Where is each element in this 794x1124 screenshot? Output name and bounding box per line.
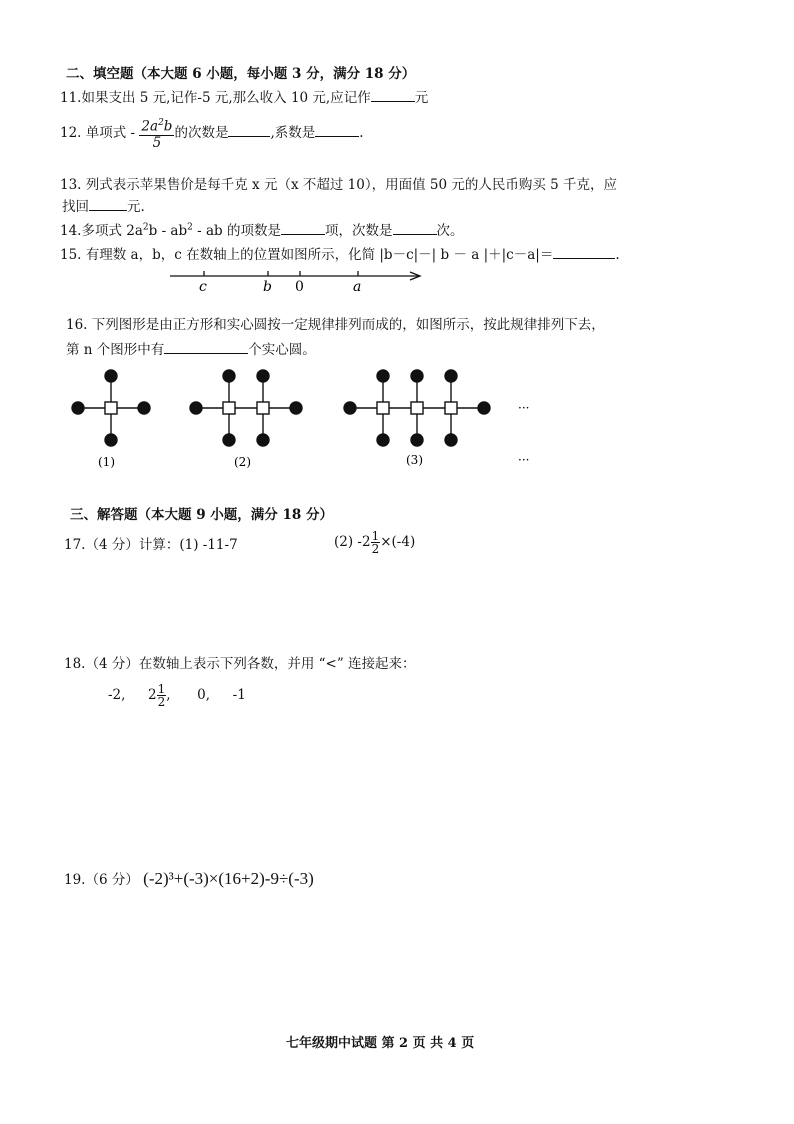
monomial-fraction: $\frac{2a^2b}{5}$: [141, 118, 173, 151]
label-a: a: [353, 279, 362, 294]
label-c: c: [199, 279, 207, 294]
question-11-text: 11.如果支出 5 元,记作-5 元,那么收入 10 元,应记作: [60, 90, 371, 106]
answer-blank[interactable]: [89, 196, 127, 211]
question-12-prefix: 12. 单项式 -: [60, 124, 136, 141]
question-17-part1: 17.（4 分）计算：(1) -11-7: [64, 537, 238, 553]
question-17-part2: (2) -2 $\frac{1}{2}$ ×(-4): [334, 528, 416, 556]
answer-blank[interactable]: [553, 244, 615, 259]
answer-blank[interactable]: [281, 220, 325, 235]
pattern-figure-1: [72, 370, 150, 446]
answer-blank[interactable]: [371, 87, 415, 102]
section3-title: 三、解答题（本大题 9 小题，满分 18 分）: [70, 507, 333, 523]
caption-figure-1: (1): [98, 455, 115, 469]
question-12-mid2: ,系数是: [270, 124, 316, 141]
number-mixed: 2 $\frac{1}{2}$ ,: [148, 681, 171, 709]
question-15: 15. 有理数 a，b，c 在数轴上的位置如图所示，化简 |b－c|－| b － a |＋|c－a|＝ .: [60, 243, 620, 263]
question-16-line1: 16. 下列图形是由正方形和实心圆按一定规律排列而成的，如图所示，按此规律排列下去，: [66, 317, 605, 333]
answer-blank[interactable]: [315, 122, 359, 137]
question-16-line2: 第 n 个图形中有 个实心圆。: [66, 338, 316, 358]
question-13-line1: 13. 列式表示苹果售价是每千克 x 元（x 不超过 10），用面值 50 元的人民币购买 5 千克，应: [60, 177, 618, 193]
question-18: 18.（4 分）在数轴上表示下列各数，并用 “<” 连接起来：: [64, 656, 416, 672]
question-19: [64, 868, 314, 889]
question-11: [60, 86, 428, 106]
question-12-mid: 的次数是: [174, 124, 229, 141]
number-line-figure: [160, 264, 430, 294]
section2-title: 二、填空题（本大题 6 小题，每小题 3 分，满分 18 分）: [66, 66, 416, 82]
question-18-numbers: [108, 680, 246, 710]
page-footer: 七年级期中试题 第 2 页 共 4 页: [286, 1036, 475, 1051]
question-11-unit: 元: [414, 90, 429, 106]
pattern-figures: [60, 362, 550, 477]
caption-figure-3: (3): [406, 453, 423, 467]
question-19-expression: (-2)³+(-3)×(16+2)-9÷(-3): [143, 869, 314, 888]
caption-figure-2: (2): [234, 455, 251, 469]
mixed-number-fraction: $\frac{1}{2}$: [371, 528, 380, 556]
answer-blank[interactable]: [393, 220, 437, 235]
question-12: 12. 单项式 - $\frac{2a^2b}{5}$ 的次数是 ,系数是 .: [60, 118, 364, 151]
ellipsis-row2: ···: [518, 453, 530, 467]
question-13-line2: 找回 元.: [62, 195, 145, 215]
label-zero: 0: [295, 279, 304, 294]
question-19-label: 19.（6 分）: [64, 872, 139, 888]
question-14: 14.多项式 $2a^2b - ab^2$ - ab 的项数是 项，次数是 次。: [60, 219, 464, 239]
answer-blank[interactable]: [228, 122, 270, 137]
answer-blank[interactable]: [164, 339, 248, 354]
pattern-figure-3: [344, 370, 490, 446]
pattern-figure-2: [190, 370, 302, 446]
number-zero: 0,: [197, 687, 211, 703]
number-neg-two: -2,: [108, 687, 126, 703]
ellipsis-row1: ···: [518, 401, 530, 415]
number-neg-one: -1: [232, 687, 246, 703]
label-b: b: [263, 279, 272, 294]
